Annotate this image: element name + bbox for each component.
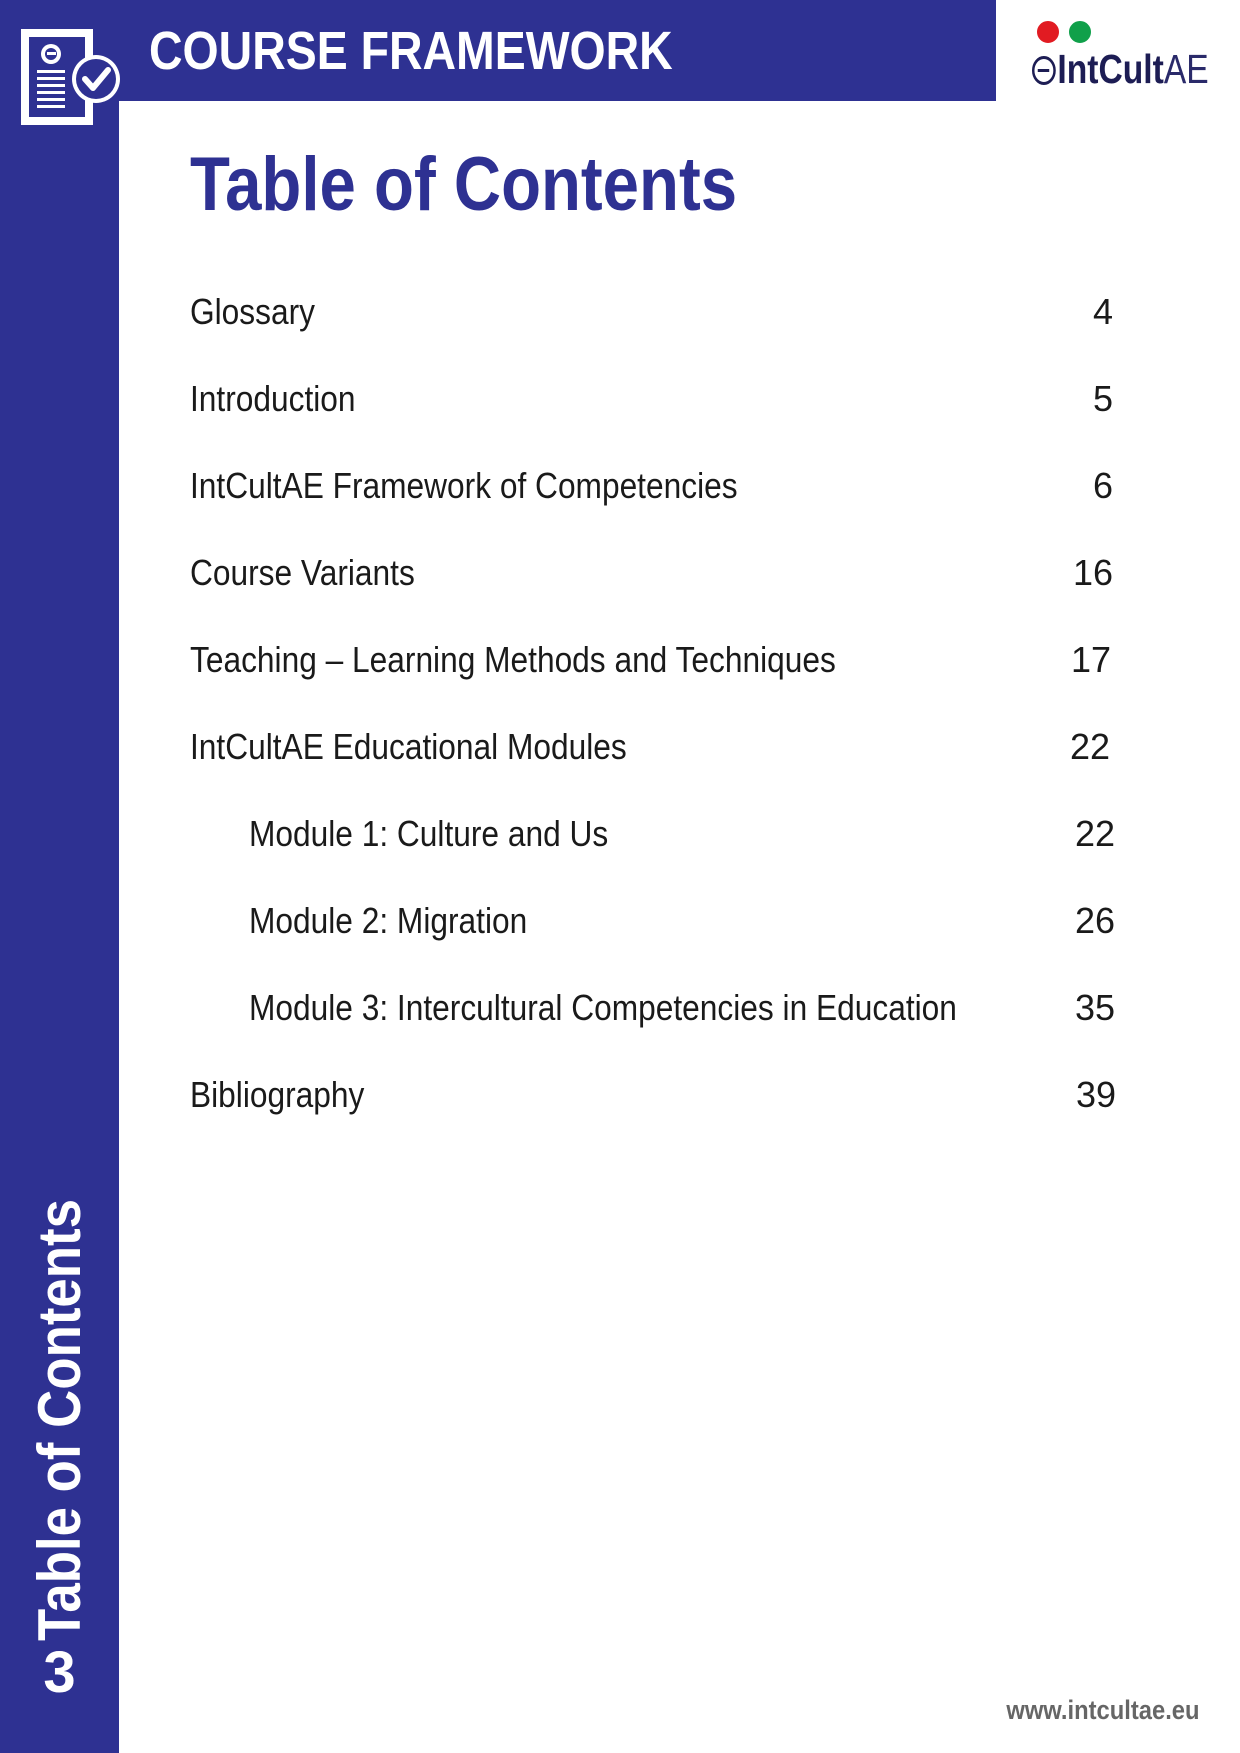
toc-entry-page: 5 bbox=[1092, 378, 1113, 419]
logo-red-mark-icon bbox=[1034, 18, 1062, 46]
toc-entry-module-1[interactable] bbox=[249, 812, 1115, 856]
logo-green-mark-icon bbox=[1066, 18, 1094, 46]
toc-entry-page: 4 bbox=[1092, 291, 1113, 332]
toc-entry-page: 16 bbox=[1072, 552, 1113, 593]
logo-wordmark bbox=[1032, 46, 1209, 92]
toc-entry-label: IntCultAE Educational Modules bbox=[190, 726, 627, 767]
toc-entry-page: 39 bbox=[1075, 1074, 1116, 1115]
logo-text-light: AE bbox=[1163, 46, 1209, 92]
toc-entry-label: Teaching – Learning Methods and Techniques bbox=[190, 639, 836, 680]
page-number: 3 bbox=[43, 1640, 76, 1705]
toc-entry-bibliography[interactable] bbox=[190, 1073, 1116, 1117]
toc-entry-page: 22 bbox=[1074, 813, 1115, 854]
toc-entry-label: Bibliography bbox=[190, 1074, 365, 1115]
toc-entry-module-3[interactable] bbox=[249, 986, 1115, 1030]
intcultae-logo[interactable] bbox=[1032, 18, 1222, 90]
toc-entry-label: Module 3: Intercultural Competencies in Education bbox=[249, 987, 957, 1028]
toc-entry-label: Module 1: Culture and Us bbox=[249, 813, 609, 854]
toc-entry-label: IntCultAE Framework of Competencies bbox=[190, 465, 738, 506]
toc-entry-page: 17 bbox=[1070, 639, 1111, 680]
toc-entry-page: 6 bbox=[1092, 465, 1113, 506]
sidebar-section-label: Table of Contents bbox=[26, 1199, 93, 1641]
toc-entry-page: 26 bbox=[1074, 900, 1115, 941]
header-title: COURSE FRAMEWORK bbox=[149, 21, 673, 81]
footer-website-link[interactable]: www.intcultae.eu bbox=[1006, 1695, 1200, 1725]
logo-e-mark-icon bbox=[1032, 56, 1056, 85]
toc-entry-course-variants[interactable] bbox=[190, 551, 1113, 595]
toc-entry-introduction[interactable] bbox=[190, 377, 1113, 421]
checklist-document-icon bbox=[18, 26, 122, 130]
logo-text-bold: IntCult bbox=[1057, 46, 1164, 92]
toc-entry-label: Glossary bbox=[190, 291, 315, 332]
toc-entry-page: 22 bbox=[1069, 726, 1110, 767]
toc-entry-framework-of-competencies[interactable] bbox=[190, 464, 1113, 508]
toc-entry-page: 35 bbox=[1074, 987, 1115, 1028]
toc-entry-educational-modules[interactable] bbox=[190, 725, 1110, 769]
toc-entry-glossary[interactable] bbox=[190, 290, 1113, 334]
toc-entry-label: Module 2: Migration bbox=[249, 900, 528, 941]
toc-entry-label: Introduction bbox=[190, 378, 356, 419]
toc-entry-label: Course Variants bbox=[190, 552, 415, 593]
toc-entry-teaching-learning-methods[interactable] bbox=[190, 638, 1111, 682]
page-title: Table of Contents bbox=[190, 142, 738, 227]
toc-entry-module-2[interactable] bbox=[249, 899, 1115, 943]
